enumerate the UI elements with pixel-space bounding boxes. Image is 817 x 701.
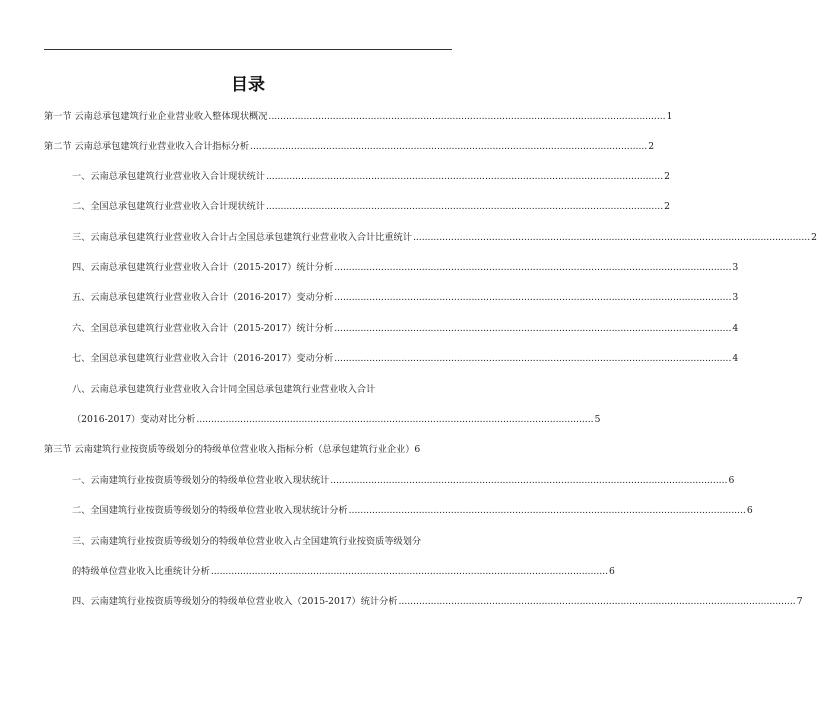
toc-entry-page: 1	[666, 111, 673, 122]
dot-leader: ........................................................................................................................................	[334, 323, 732, 334]
toc-entry-2-4[interactable]	[72, 262, 739, 274]
toc-entry-label: 二、全国总承包建筑行业营业收入合计现状统计	[72, 201, 265, 212]
toc-entry-3-3[interactable]	[72, 536, 450, 548]
toc-entry-page: 4	[732, 323, 739, 334]
toc-entry-page: 4	[732, 353, 739, 364]
toc-entry-label: 四、云南总承包建筑行业营业收入合计（2015-2017）统计分析	[72, 262, 334, 273]
dot-leader: ........................................................................................................................................	[196, 414, 594, 425]
toc-entry-page: 7	[796, 596, 803, 607]
toc-entry-page: 2	[664, 171, 670, 182]
dot-leader: ........................................................................................................................................	[268, 111, 666, 122]
toc-entry-section-2[interactable]	[44, 141, 655, 153]
dot-leader: ........................................................................................................................................	[398, 596, 796, 607]
toc-entry-section-1[interactable]	[44, 111, 673, 123]
toc-entry-3-2[interactable]	[72, 505, 753, 517]
toc-entry-page: 5	[594, 414, 601, 425]
toc-entry-page: 2	[664, 201, 670, 212]
toc-entry-2-5[interactable]	[72, 292, 739, 304]
dot-leader: ........................................................................................................................................	[334, 262, 732, 273]
toc-entry-2-2[interactable]	[72, 201, 670, 213]
toc-entry-label: 六、全国总承包建筑行业营业收入合计（2015-2017）统计分析	[72, 323, 334, 334]
toc-entry-page: 6	[414, 444, 421, 455]
dot-leader: ........................................................................................................................................	[210, 566, 608, 577]
toc-entry-label: 三、云南总承包建筑行业营业收入合计占全国总承包建筑行业营业收入合计比重统计	[72, 232, 412, 243]
dot-leader: ........................................................................................................................................	[330, 475, 728, 486]
toc-entry-label: 一、云南总承包建筑行业营业收入合计现状统计	[72, 171, 265, 182]
dot-leader: ........................................................................................................................................	[265, 201, 664, 212]
toc-entry-label: 四、云南建筑行业按资质等级划分的特级单位营业收入（2015-2017）统计分析	[72, 596, 398, 607]
toc-entry-label: 的特级单位营业收入比重统计分析	[72, 566, 210, 577]
toc-entry-section-3[interactable]	[44, 444, 450, 456]
toc-entry-2-6[interactable]	[72, 323, 739, 335]
toc-entry-page: 6	[746, 505, 753, 516]
toc-entry-page: 2	[811, 232, 817, 243]
header-rule	[44, 49, 452, 50]
toc-entry-label: 二、全国建筑行业按资质等级划分的特级单位营业收入现状统计分析	[72, 505, 348, 516]
toc-entry-label: 一、云南建筑行业按资质等级划分的特级单位营业收入现状统计	[72, 475, 330, 486]
dot-leader: ........................................................................................................................................	[412, 232, 811, 243]
toc-entry-2-8[interactable]	[72, 384, 450, 396]
toc-entry-label: （2016-2017）变动对比分析	[72, 414, 196, 425]
toc-entry-3-4[interactable]	[72, 596, 803, 608]
toc-title: 目录	[231, 75, 265, 95]
toc-entry-page: 3	[732, 292, 739, 303]
toc-entry-2-7[interactable]	[72, 353, 739, 365]
toc-entry-2-3[interactable]	[72, 232, 817, 244]
toc-entry-label: 第一节 云南总承包建筑行业企业营业收入整体现状概况	[44, 111, 268, 122]
toc-entry-label: 五、云南总承包建筑行业营业收入合计（2016-2017）变动分析	[72, 292, 334, 303]
toc-entry-page: 6	[728, 475, 735, 486]
dot-leader: ........................................................................................................................................	[265, 171, 664, 182]
dot-leader: ........................................................................................................................................	[334, 292, 732, 303]
toc-entry-3-3-cont[interactable]	[72, 566, 615, 578]
toc-entry-2-8-cont[interactable]	[72, 414, 601, 426]
toc-entry-label: 第二节 云南总承包建筑行业营业收入合计指标分析	[44, 141, 250, 152]
dot-leader: ........................................................................................................................................	[250, 141, 648, 152]
toc-entry-label: 三、云南建筑行业按资质等级划分的特级单位营业收入占全国建筑行业按资质等级划分	[72, 536, 422, 547]
toc-entry-page: 3	[732, 262, 739, 273]
dot-leader: ........................................................................................................................................	[334, 353, 732, 364]
toc-entry-label: 七、全国总承包建筑行业营业收入合计（2016-2017）变动分析	[72, 353, 334, 364]
toc-entry-label: 第三节 云南建筑行业按资质等级划分的特级单位营业收入指标分析（总承包建筑行业企业）	[44, 444, 415, 455]
toc-entry-3-1[interactable]	[72, 475, 735, 487]
toc-entry-2-1[interactable]	[72, 171, 670, 183]
toc-entry-page: 2	[648, 141, 655, 152]
toc-entry-label: 八、云南总承包建筑行业营业收入合计同全国总承包建筑行业营业收入合计	[72, 384, 376, 395]
toc-entry-page: 6	[609, 566, 615, 577]
dot-leader: ........................................................................................................................................	[348, 505, 746, 516]
